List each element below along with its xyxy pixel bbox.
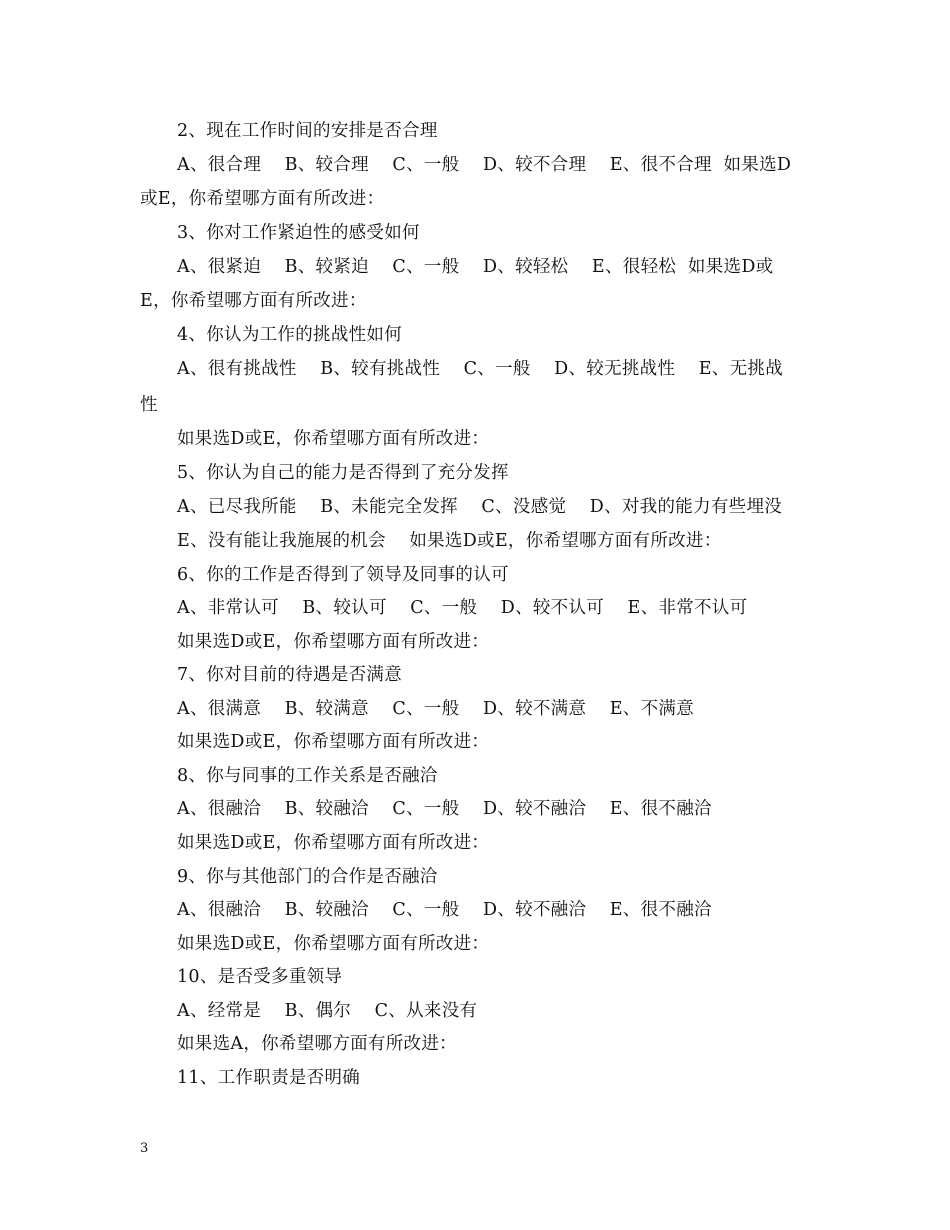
question-9: 9、你与其他部门的合作是否融洽 [177,867,438,887]
question-3-options: A、很紧迫 B、较紧迫 C、一般 D、较轻松 E、很轻松 如果选D或 [177,257,774,277]
question-11: 11、工作职责是否明确 [177,1068,361,1088]
question-8: 8、你与同事的工作关系是否融洽 [177,766,438,786]
question-5-options: A、已尽我所能 B、未能完全发挥 C、没感觉 D、对我的能力有些埋没 [177,497,783,517]
question-2-followup: 或E，你希望哪方面有所改进： [140,189,385,209]
question-10-options: A、经常是 B、偶尔 C、从来没有 [177,1001,478,1021]
question-6-followup: 如果选D或E，你希望哪方面有所改进： [177,632,490,652]
question-3: 3、你对工作紧迫性的感受如何 [177,223,420,243]
question-5-options-cont: E、没有能让我施展的机会 如果选D或E，你希望哪方面有所改进： [177,531,722,551]
question-2-options: A、很合理 B、较合理 C、一般 D、较不合理 E、很不合理 如果选D [177,155,792,175]
question-4-followup: 如果选D或E，你希望哪方面有所改进： [177,429,490,449]
question-4-options: A、很有挑战性 B、较有挑战性 C、一般 D、较无挑战性 E、无挑战 [177,359,783,379]
question-7-followup: 如果选D或E，你希望哪方面有所改进： [177,732,490,752]
question-8-options: A、很融洽 B、较融洽 C、一般 D、较不融洽 E、很不融洽 [177,799,712,819]
question-3-followup: E，你希望哪方面有所改进： [140,291,367,311]
question-6: 6、你的工作是否得到了领导及同事的认可 [177,565,509,585]
question-4: 4、你认为工作的挑战性如何 [177,325,403,345]
question-10-followup: 如果选A，你希望哪方面有所改进： [177,1034,457,1054]
question-9-options: A、很融洽 B、较融洽 C、一般 D、较不融洽 E、很不融洽 [177,900,712,920]
question-4-options-wrap: 性 [140,395,158,415]
question-7: 7、你对目前的待遇是否满意 [177,665,403,685]
question-10: 10、是否受多重领导 [177,967,343,987]
question-2: 2、现在工作时间的安排是否合理 [177,121,438,141]
question-8-followup: 如果选D或E，你希望哪方面有所改进： [177,833,490,853]
page-number: 3 [140,1141,149,1156]
question-5: 5、你认为自己的能力是否得到了充分发挥 [177,463,509,483]
question-9-followup: 如果选D或E，你希望哪方面有所改进： [177,934,490,954]
question-7-options: A、很满意 B、较满意 C、一般 D、较不满意 E、不满意 [177,699,694,719]
question-6-options: A、非常认可 B、较认可 C、一般 D、较不认可 E、非常不认可 [177,598,748,618]
